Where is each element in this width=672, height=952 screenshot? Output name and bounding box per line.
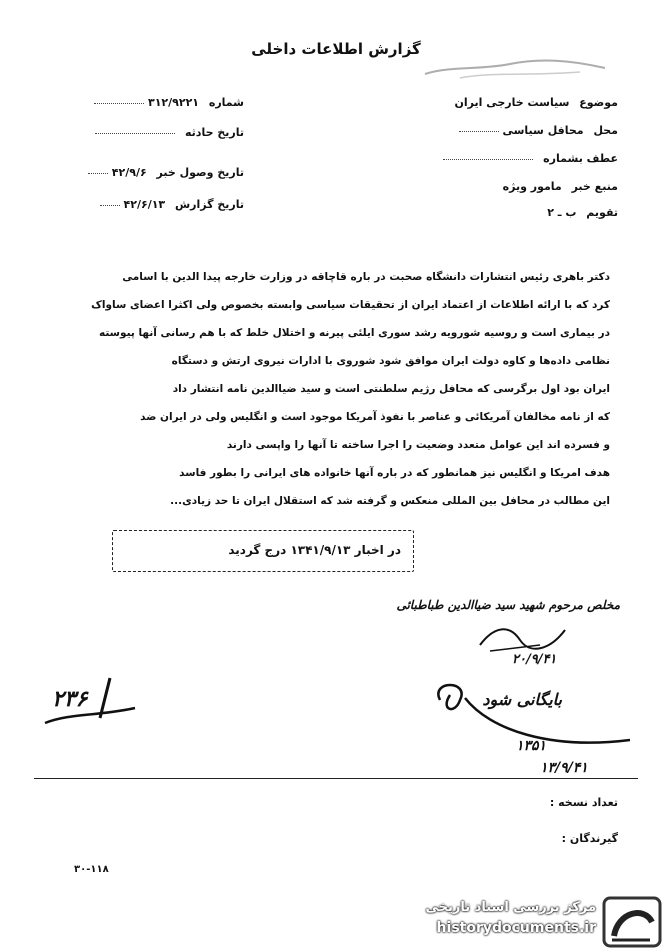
field-report-date xyxy=(74,198,244,211)
field-reference-label: عطف بشماره xyxy=(543,152,618,165)
copies-label: تعداد نسخه : xyxy=(549,796,618,809)
field-number xyxy=(74,96,244,109)
body-line: دکتر باهری رئیس انتشارات دانشگاه صحبت در باره قاچاقه در وزارت خارجه پیدا الدین با اسامی xyxy=(122,271,610,283)
field-received-date-value: ۴۲/۹/۶ xyxy=(111,166,147,179)
body-line: هدف امریکا و انگلیس نیز همانطور که در باره آنها خانواده های ایرانی را بطور فاسد xyxy=(179,467,610,479)
body-line: و فسرده اند این عوامل متعدد وضعیت را اجرا ساخته تا آنها را واپسی دارند xyxy=(226,439,610,451)
form-code: ۳۰-۱۱۸ xyxy=(74,864,109,875)
field-number-label: شماره xyxy=(208,96,244,109)
body-line: نظامی داده‌ها و کاوه دولت ایران موافق شود شوروی با ادارات نیروی ارتش و دستگاه xyxy=(171,355,610,367)
field-location-label: محل xyxy=(593,124,618,137)
body-line: این مطالب در محافل بین المللی منعکس و گرفته شد که استقلال ایران تا حد زیادی... xyxy=(170,495,610,507)
field-location-value: محافل سیاسی xyxy=(502,124,584,137)
field-rating-value: ب ـ ۲ xyxy=(547,206,577,219)
watermark-name: مرکز بررسی اسناد تاریخی xyxy=(425,900,596,915)
field-reference xyxy=(398,152,618,165)
page-title: گزارش اطلاعات داخلی xyxy=(251,40,421,58)
handwritten-date-1: ۲۰/۹/۴۱ xyxy=(512,652,557,667)
archive-logo-icon xyxy=(596,892,666,950)
handwritten-archive-note: بایگانی شود xyxy=(482,690,562,709)
divider xyxy=(34,778,638,779)
field-source-value: مامور ویژه xyxy=(502,180,562,193)
archive-stamp-text: در اخبار ۱۳۴۱/۹/۱۳ درج گردید xyxy=(228,543,401,557)
field-location xyxy=(398,124,618,137)
handwritten-signature-note: مخلص مرحوم شهید سید ضیاالدین طباطبائی xyxy=(396,598,620,612)
handwritten-code: ۱۳۵۱ xyxy=(516,738,547,754)
field-received-date-label: تاریخ وصول خبر xyxy=(156,166,244,179)
recipients-label: گیرندگان : xyxy=(561,832,618,845)
field-rating-label: تقویم xyxy=(586,206,618,219)
field-subject-label: موضوع xyxy=(579,96,618,109)
field-report-date-label: تاریخ گزارش xyxy=(174,198,244,211)
archive-stamp-box xyxy=(112,530,414,572)
field-source xyxy=(398,180,618,193)
body-line: در بیماری است و روسیه شورویه رشد سوری ایلئی پیرنه و اختلال خلط که با هم رسانی آنها پیوسته xyxy=(99,327,610,339)
handwritten-date-2: ۱۳/۹/۴۱ xyxy=(540,760,588,776)
body-line: کرد که با ارائه اطلاعات از اعتماد ایران از تحقیقات سیاسی وابسته بخصوص ولی اکثرا اعضای ساواک xyxy=(91,299,610,311)
field-number-value: ۳۱۲/۹۲۲۱ xyxy=(147,96,199,109)
field-report-date-value: ۴۲/۶/۱۳ xyxy=(123,198,166,211)
signature-mark xyxy=(470,615,570,655)
faded-stamp-mark xyxy=(420,52,610,82)
watermark-url: historydocuments.ir xyxy=(436,920,596,936)
field-received-date xyxy=(74,166,244,179)
handwritten-stroke xyxy=(40,668,140,728)
field-subject-value: سیاست خارجی ایران xyxy=(454,96,570,109)
body-line: ایران بود اول برگرسی که محافل رژیم سلطنتی است و سید ضیاالدین نامه انتشار داد xyxy=(172,383,610,395)
body-line: که از نامه مخالفان آمریکائی و عناصر با نفوذ آمریکا موجود است و انگلیس ولی در ایران ضد xyxy=(140,411,610,423)
field-subject xyxy=(398,96,618,109)
field-incident-date xyxy=(74,126,244,139)
field-source-label: منبع خبر xyxy=(571,180,618,193)
field-rating xyxy=(398,206,618,219)
handwritten-number: ۲۳۶ xyxy=(52,686,88,712)
field-incident-date-label: تاریخ حادثه xyxy=(185,126,244,139)
